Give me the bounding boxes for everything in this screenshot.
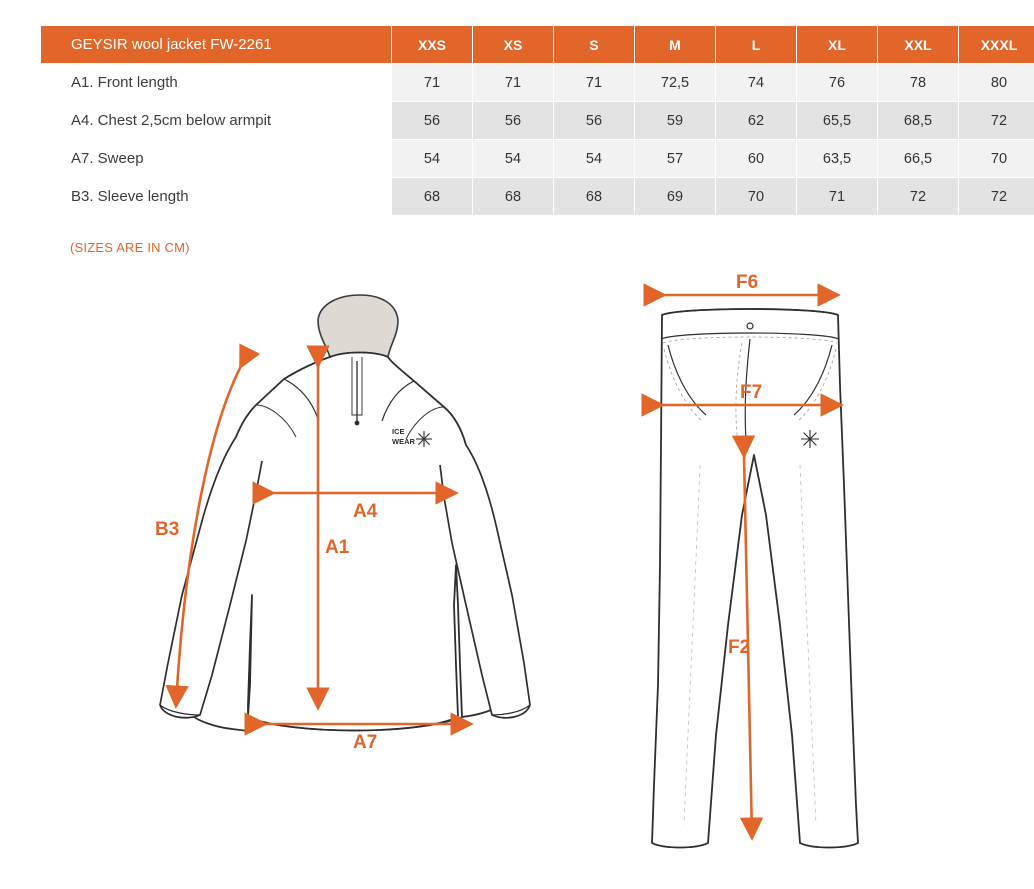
row-label-a4: A4. Chest 2,5cm below armpit [41,102,392,140]
size-table [40,25,1034,216]
table-header-xs: XS [473,26,554,64]
row-label-a1: A1. Front length [41,64,392,102]
table-header-xl: XL [797,26,878,64]
cell-b3-xs: 68 [473,178,554,216]
cell-a7-xxl: 66,5 [878,140,959,178]
cell-a7-xxxl: 70 [959,140,1034,178]
table-header-xxxl: XXXL [959,26,1034,64]
cell-a4-s: 56 [554,102,635,140]
size-table-body [41,64,1034,216]
pants-illustration [652,272,858,848]
table-header-s: S [554,26,635,64]
cell-a4-xxxl: 72 [959,102,1034,140]
cell-a7-xxs: 54 [392,140,473,178]
units-note: (SIZES ARE IN CM) [70,240,190,255]
size-table-container [40,25,1018,216]
cell-b3-l: 70 [716,178,797,216]
dimension-label-a7: A7 [353,732,378,753]
cell-a1-xs: 71 [473,64,554,102]
table-row [41,140,1034,178]
jacket-illustration [155,295,530,753]
cell-a4-m: 59 [635,102,716,140]
table-header-m: M [635,26,716,64]
dimension-label-f7: F7 [740,382,763,403]
cell-a4-xs: 56 [473,102,554,140]
brand-text-line2: WEAR [392,437,415,446]
cell-a7-l: 60 [716,140,797,178]
garment-diagrams [0,265,1034,885]
cell-a1-xxl: 78 [878,64,959,102]
dimension-label-a1: A1 [325,537,350,558]
cell-a1-l: 74 [716,64,797,102]
cell-a4-xxl: 68,5 [878,102,959,140]
cell-a7-m: 57 [635,140,716,178]
brand-text-line1: ICE [392,427,405,436]
jacket-zipper-pull [355,421,360,426]
dimension-label-a4: A4 [353,501,378,522]
table-header-product: GEYSIR wool jacket FW-2261 [41,26,392,64]
dimension-label-f6: F6 [736,272,759,293]
table-row [41,178,1034,216]
dimension-label-b3: B3 [155,519,180,540]
cell-b3-xxl: 72 [878,178,959,216]
row-label-b3: B3. Sleeve length [41,178,392,216]
cell-b3-xxs: 68 [392,178,473,216]
table-row [41,64,1034,102]
row-label-a7: A7. Sweep [41,140,392,178]
table-header-l: L [716,26,797,64]
table-header-row [41,26,1034,64]
cell-a1-xl: 76 [797,64,878,102]
dimension-label-f2: F2 [728,637,751,658]
cell-a7-xl: 63,5 [797,140,878,178]
cell-a4-xxs: 56 [392,102,473,140]
pants-snowflake-icon [801,430,819,448]
cell-a1-xxxl: 80 [959,64,1034,102]
cell-b3-s: 68 [554,178,635,216]
table-header-xxl: XXL [878,26,959,64]
cell-a7-xs: 54 [473,140,554,178]
cell-b3-m: 69 [635,178,716,216]
cell-b3-xl: 71 [797,178,878,216]
cell-a1-xxs: 71 [392,64,473,102]
cell-a4-xl: 65,5 [797,102,878,140]
table-row [41,102,1034,140]
jacket-collar [318,295,398,357]
cell-a1-m: 72,5 [635,64,716,102]
cell-a4-l: 62 [716,102,797,140]
size-table-head [41,26,1034,64]
cell-a1-s: 71 [554,64,635,102]
cell-a7-s: 54 [554,140,635,178]
snowflake-icon [416,431,432,447]
cell-b3-xxxl: 72 [959,178,1034,216]
table-header-xxs: XXS [392,26,473,64]
